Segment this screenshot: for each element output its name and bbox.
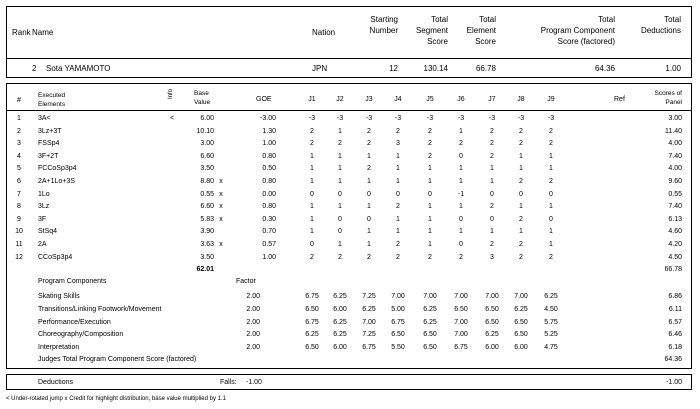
element-judge-score: 1: [549, 165, 553, 173]
element-judge-score: 1: [459, 203, 463, 211]
legend-note: < Under-rotated jump x Credit for highlight distribution, base value multiplied by 1.1: [6, 396, 226, 402]
judges-total-pcs-label: Judges Total Program Component Score (factored): [38, 356, 197, 363]
element-judge-score: 0: [310, 190, 314, 198]
element-judge-score: -3: [457, 115, 465, 122]
element-judge-score: 2: [490, 203, 494, 211]
element-judge-score: -3: [547, 115, 555, 122]
element-base-value: 3.90: [200, 228, 214, 236]
element-number: 6: [17, 178, 21, 185]
component-judge-score: 6.50: [514, 318, 528, 326]
program-components-label: Program Components: [38, 278, 107, 285]
total-segment-score-header: Total Segment Score: [415, 15, 448, 46]
info-header: Info: [168, 88, 174, 99]
element-judge-score: 2: [459, 253, 463, 261]
component-judge-score: 5.00: [391, 305, 405, 313]
element-judge-score: 2: [490, 241, 494, 248]
element-judge-score: 3: [396, 140, 400, 148]
element-number: 11: [15, 241, 23, 248]
element-judge-score: 2: [519, 140, 523, 148]
element-judge-score: 2: [310, 127, 314, 135]
element-judge-score: 1: [310, 228, 314, 236]
total-program-component-score-header: Total Program Component Score (factored): [540, 15, 615, 46]
element-judge-score: 1: [367, 178, 371, 185]
skater-starting-number: 12: [389, 64, 398, 73]
element-number: 12: [15, 253, 23, 261]
deductions-label: Deductions: [38, 379, 74, 386]
component-judge-score: 7.25: [362, 293, 376, 300]
element-judge-score: 1: [396, 228, 400, 236]
component-judge-score: 6.25: [423, 318, 437, 326]
element-info: <: [169, 115, 175, 122]
element-judge-score: 1: [396, 178, 400, 185]
element-goe: 0.50: [262, 165, 276, 173]
element-judge-score: 2: [396, 203, 400, 211]
component-judge-score: 4.50: [544, 305, 558, 313]
component-judge-score: 6.75: [454, 344, 468, 352]
element-judge-score: 0: [338, 228, 342, 236]
judge-header-6: J6: [457, 96, 465, 103]
element-number: 8: [17, 203, 21, 211]
element-judge-score: -3: [394, 115, 402, 122]
element-judge-score: -1: [457, 190, 465, 198]
component-factor: 2.00: [246, 293, 260, 300]
component-judge-score: 7.00: [362, 318, 376, 326]
element-judge-score: 0: [459, 215, 463, 223]
element-judge-score: 1: [428, 215, 432, 223]
judge-header-4: J4: [394, 96, 402, 103]
base-value-header: Base Value: [194, 90, 211, 106]
judge-header-7: J7: [488, 96, 496, 103]
component-name: Interpretation: [38, 344, 80, 352]
elements-total-base: 62.01: [196, 266, 214, 273]
element-judge-score: 1: [338, 152, 342, 160]
element-judge-score: 2: [396, 127, 400, 135]
element-judge-score: 2: [459, 140, 463, 148]
element-judge-score: 1: [367, 203, 371, 211]
element-judge-score: 2: [367, 165, 371, 173]
element-judge-score: 0: [367, 190, 371, 198]
element-name: 3A<: [38, 115, 51, 122]
rank-header: Rank: [12, 28, 31, 37]
total-element-score-header: Total Element Score: [466, 15, 496, 46]
skater-nation: JPN: [312, 64, 328, 73]
element-goe: 1.00: [262, 140, 276, 148]
element-panel-score: 4.00: [668, 140, 682, 148]
component-judge-score: 6.25: [423, 305, 437, 313]
element-judge-score: 1: [310, 203, 314, 211]
element-judge-score: 0: [310, 241, 314, 248]
element-judge-score: 2: [367, 253, 371, 261]
element-goe: 0.80: [262, 152, 276, 160]
component-judge-score: 6.00: [485, 344, 499, 352]
component-judge-score: 6.50: [423, 344, 437, 352]
element-judge-score: 2: [310, 253, 314, 261]
nation-header: Nation: [312, 28, 336, 37]
element-judge-score: 1: [519, 228, 523, 236]
element-panel-score: 3.00: [668, 115, 682, 122]
element-judge-score: 0: [338, 190, 342, 198]
component-judge-score: 7.00: [454, 331, 468, 339]
component-judge-score: 7.00: [514, 293, 528, 300]
element-bonus-mark: x: [219, 215, 223, 223]
skater-total-deductions: 1.00: [665, 64, 681, 73]
element-panel-score: 6.13: [668, 215, 682, 223]
element-base-value: 3.00: [200, 140, 214, 148]
element-judge-score: 0: [396, 190, 400, 198]
component-judge-score: 5.75: [544, 318, 558, 326]
element-judge-score: 2: [338, 140, 342, 148]
component-judge-score: 6.50: [514, 331, 528, 339]
judge-header-2: J2: [336, 96, 344, 103]
component-panel-score: 6.86: [668, 293, 682, 300]
executed-elements-header: Executed Elements: [38, 92, 66, 108]
component-judge-score: 6.25: [333, 318, 347, 326]
element-name: 3Lz+3T: [38, 127, 62, 135]
element-judge-score: 2: [367, 140, 371, 148]
element-judge-score: 1: [428, 203, 432, 211]
elements-total-score: 66.78: [664, 266, 682, 273]
component-judge-score: 6.00: [333, 344, 347, 352]
element-judge-score: 1: [338, 165, 342, 173]
element-judge-score: -3: [517, 115, 525, 122]
element-judge-score: 0: [549, 215, 553, 223]
element-number: 3: [17, 140, 21, 148]
element-judge-score: 2: [428, 140, 432, 148]
element-judge-score: 2: [519, 215, 523, 223]
deductions-total: -1.00: [666, 379, 682, 386]
element-judge-score: 3: [490, 253, 494, 261]
element-judge-score: 1: [310, 165, 314, 173]
element-judge-score: 2: [519, 241, 523, 248]
judges-total-pcs-score: 64.36: [664, 356, 682, 363]
element-number: 10: [15, 228, 23, 236]
component-judge-score: 5.50: [391, 344, 405, 352]
ref-header: Ref: [614, 96, 625, 103]
element-judge-score: 0: [338, 215, 342, 223]
starting-number-header: Starting Number: [369, 15, 398, 35]
component-judge-score: 6.50: [423, 331, 437, 339]
component-panel-score: 6.57: [668, 318, 682, 326]
element-judge-score: 1: [367, 241, 371, 248]
deductions-box: [6, 374, 692, 390]
element-base-value: 3.50: [200, 165, 214, 173]
element-number: 2: [17, 127, 21, 135]
element-base-value: 6.60: [200, 203, 214, 211]
component-judge-score: 6.25: [333, 293, 347, 300]
element-panel-score: 4.50: [668, 253, 682, 261]
component-panel-score: 6.18: [668, 344, 682, 352]
goe-header: GOE: [256, 96, 272, 103]
component-factor: 2.00: [246, 344, 260, 352]
component-factor: 2.00: [246, 305, 260, 313]
component-judge-score: 6.50: [485, 318, 499, 326]
component-judge-score: 6.00: [514, 344, 528, 352]
element-judge-score: -3: [365, 115, 373, 122]
element-judge-score: 0: [459, 152, 463, 160]
element-name: 3F: [38, 215, 47, 223]
component-judge-score: 7.00: [454, 293, 468, 300]
element-judge-score: 1: [310, 178, 314, 185]
component-judge-score: 6.50: [485, 305, 499, 313]
element-judge-score: 2: [490, 152, 494, 160]
element-judge-score: 1: [367, 152, 371, 160]
element-judge-score: 1: [338, 178, 342, 185]
component-panel-score: 6.11: [668, 305, 682, 313]
element-base-value: 6.00: [200, 115, 214, 122]
element-judge-score: 1: [338, 241, 342, 248]
element-judge-score: 2: [519, 253, 523, 261]
element-number: 7: [17, 190, 21, 198]
element-judge-score: 1: [459, 165, 463, 173]
element-bonus-mark: x: [219, 241, 223, 248]
element-number: 1: [17, 115, 21, 122]
component-judge-score: 6.25: [305, 331, 319, 339]
element-bonus-mark: x: [219, 203, 223, 211]
element-judge-score: 2: [519, 127, 523, 135]
element-judge-score: 0: [428, 190, 432, 198]
component-judge-score: 6.25: [485, 331, 499, 339]
element-panel-score: 7.40: [668, 152, 682, 160]
element-judge-score: 2: [396, 241, 400, 248]
element-name: FSSp4: [38, 140, 60, 148]
judge-header-9: J9: [547, 96, 555, 103]
element-goe: 1.30: [262, 127, 276, 135]
element-judge-score: -3: [426, 115, 434, 122]
element-judge-score: 1: [428, 228, 432, 236]
num-header: #: [17, 97, 21, 104]
component-name: Performance/Execution: [38, 318, 111, 326]
component-name: Skating Skills: [38, 293, 80, 300]
element-judge-score: 1: [549, 203, 553, 211]
element-goe: 0.30: [262, 215, 276, 223]
element-bonus-mark: x: [219, 178, 223, 185]
details-box: [6, 83, 692, 369]
element-name: 2A+1Lo+3S: [38, 178, 75, 185]
skater-rank: 2: [32, 64, 37, 73]
component-judge-score: 6.50: [391, 331, 405, 339]
element-judge-score: 0: [490, 215, 494, 223]
element-goe: 1.00: [262, 253, 276, 261]
component-judge-score: 6.50: [305, 305, 319, 313]
element-judge-score: 2: [549, 178, 553, 185]
element-judge-score: -3: [488, 115, 496, 122]
element-goe: 0.80: [262, 178, 276, 185]
element-judge-score: 1: [396, 165, 400, 173]
element-judge-score: 1: [459, 228, 463, 236]
element-judge-score: 1: [310, 152, 314, 160]
element-judge-score: 1: [428, 178, 432, 185]
element-judge-score: 1: [459, 178, 463, 185]
component-name: Transitions/Linking Footwork/Movement: [38, 305, 162, 313]
element-judge-score: 2: [367, 127, 371, 135]
component-judge-score: 6.75: [305, 293, 319, 300]
factor-header: Factor: [236, 278, 256, 285]
element-number: 9: [17, 215, 21, 223]
element-name: FCCoSp3p4: [38, 165, 77, 173]
element-base-value: 8.80: [200, 178, 214, 185]
element-judge-score: 0: [490, 190, 494, 198]
element-goe: 0.70: [262, 228, 276, 236]
component-judge-score: 6.50: [454, 305, 468, 313]
element-judge-score: 1: [519, 165, 523, 173]
element-judge-score: 2: [338, 253, 342, 261]
component-judge-score: 6.25: [362, 305, 376, 313]
component-judge-score: 6.00: [333, 305, 347, 313]
element-name: 3Lz: [38, 203, 50, 211]
component-judge-score: 6.25: [514, 305, 528, 313]
element-judge-score: 1: [428, 241, 432, 248]
judge-header-8: J8: [517, 96, 525, 103]
component-judge-score: 6.75: [391, 318, 405, 326]
element-judge-score: 1: [338, 203, 342, 211]
element-name: CCoSp3p4: [38, 253, 73, 261]
element-number: 4: [17, 152, 21, 160]
element-judge-score: -3: [308, 115, 316, 122]
scores-of-panel-header: Scores of Panel: [654, 90, 682, 106]
component-judge-score: 6.50: [305, 344, 319, 352]
element-judge-score: 1: [490, 178, 494, 185]
element-judge-score: 1: [519, 203, 523, 211]
component-judge-score: 6.75: [305, 318, 319, 326]
element-judge-score: 2: [396, 253, 400, 261]
component-judge-score: 6.75: [362, 344, 376, 352]
component-judge-score: 7.00: [485, 293, 499, 300]
component-judge-score: 7.00: [391, 293, 405, 300]
element-name: 3F+2T: [38, 152, 59, 160]
element-judge-score: 0: [549, 190, 553, 198]
element-judge-score: 1: [519, 152, 523, 160]
element-panel-score: 4.60: [668, 228, 682, 236]
element-panel-score: 4.20: [668, 241, 682, 248]
element-base-value: 6.60: [200, 152, 214, 160]
judge-header-3: J3: [365, 96, 373, 103]
element-panel-score: 7.40: [668, 203, 682, 211]
element-judge-score: 2: [549, 140, 553, 148]
element-judge-score: 0: [367, 215, 371, 223]
element-judge-score: 2: [490, 140, 494, 148]
element-judge-score: 1: [490, 165, 494, 173]
element-judge-score: 1: [549, 228, 553, 236]
component-factor: 2.00: [246, 318, 260, 326]
element-judge-score: 1: [367, 228, 371, 236]
element-judge-score: -3: [336, 115, 344, 122]
element-panel-score: 0.55: [668, 190, 682, 198]
skater-total-element-score: 66.78: [475, 64, 496, 73]
element-name: 2A: [38, 241, 47, 248]
component-name: Choreography/Composition: [38, 331, 124, 339]
element-judge-score: 0: [519, 190, 523, 198]
skater-name: Sota YAMAMOTO: [46, 64, 111, 73]
element-judge-score: 2: [428, 253, 432, 261]
name-header: Name: [32, 28, 54, 37]
element-base-value: 3.50: [200, 253, 214, 261]
element-judge-score: 1: [549, 152, 553, 160]
element-judge-score: 2: [490, 127, 494, 135]
component-judge-score: 4.75: [544, 344, 558, 352]
element-goe: 0.80: [262, 203, 276, 211]
element-judge-score: 2: [428, 127, 432, 135]
element-judge-score: 2: [519, 178, 523, 185]
judge-header-5: J5: [426, 96, 434, 103]
element-panel-score: 11.40: [665, 127, 682, 135]
element-goe: 0.00: [262, 190, 276, 198]
skater-total-segment-score: 130.14: [423, 64, 448, 73]
element-bonus-mark: x: [219, 190, 223, 198]
element-judge-score: 1: [549, 241, 553, 248]
element-base-value: 3.63: [200, 241, 214, 248]
element-judge-score: 2: [549, 127, 553, 135]
element-panel-score: 9.60: [668, 178, 682, 185]
element-panel-score: 4.00: [668, 165, 682, 173]
total-deductions-header: Total Deductions: [640, 15, 681, 35]
falls-label: Falls:: [220, 379, 237, 386]
element-judge-score: 1: [396, 152, 400, 160]
element-base-value: 5.83: [200, 215, 214, 223]
element-judge-score: 2: [549, 253, 553, 261]
component-panel-score: 6.46: [668, 331, 682, 339]
judge-header-1: J1: [308, 96, 316, 103]
element-judge-score: 1: [459, 127, 463, 135]
component-judge-score: 7.25: [362, 331, 376, 339]
element-judge-score: 2: [310, 140, 314, 148]
element-judge-score: 2: [428, 152, 432, 160]
element-judge-score: 0: [459, 241, 463, 248]
element-name: StSq4: [38, 228, 58, 236]
element-judge-score: 1: [338, 127, 342, 135]
element-base-value: 0.55: [200, 190, 214, 198]
element-judge-score: 1: [310, 215, 314, 223]
component-judge-score: 5.25: [544, 331, 558, 339]
component-judge-score: 6.25: [333, 331, 347, 339]
element-judge-score: 1: [396, 215, 400, 223]
skater-total-program-component-score: 64.36: [594, 64, 615, 73]
element-goe: -3.00: [260, 115, 276, 122]
component-judge-score: 7.00: [454, 318, 468, 326]
component-judge-score: 7.00: [423, 293, 437, 300]
element-header-divider: [6, 110, 692, 111]
summary-divider: [6, 58, 692, 59]
element-name: 1Lo: [38, 190, 50, 198]
element-judge-score: 1: [428, 165, 432, 173]
falls-value: -1.00: [246, 379, 262, 386]
element-number: 5: [17, 165, 21, 173]
element-base-value: 10.10: [196, 127, 214, 135]
component-judge-score: 6.25: [544, 293, 558, 300]
element-judge-score: 1: [490, 228, 494, 236]
element-goe: 0.57: [262, 241, 276, 248]
component-factor: 2.00: [246, 331, 260, 339]
